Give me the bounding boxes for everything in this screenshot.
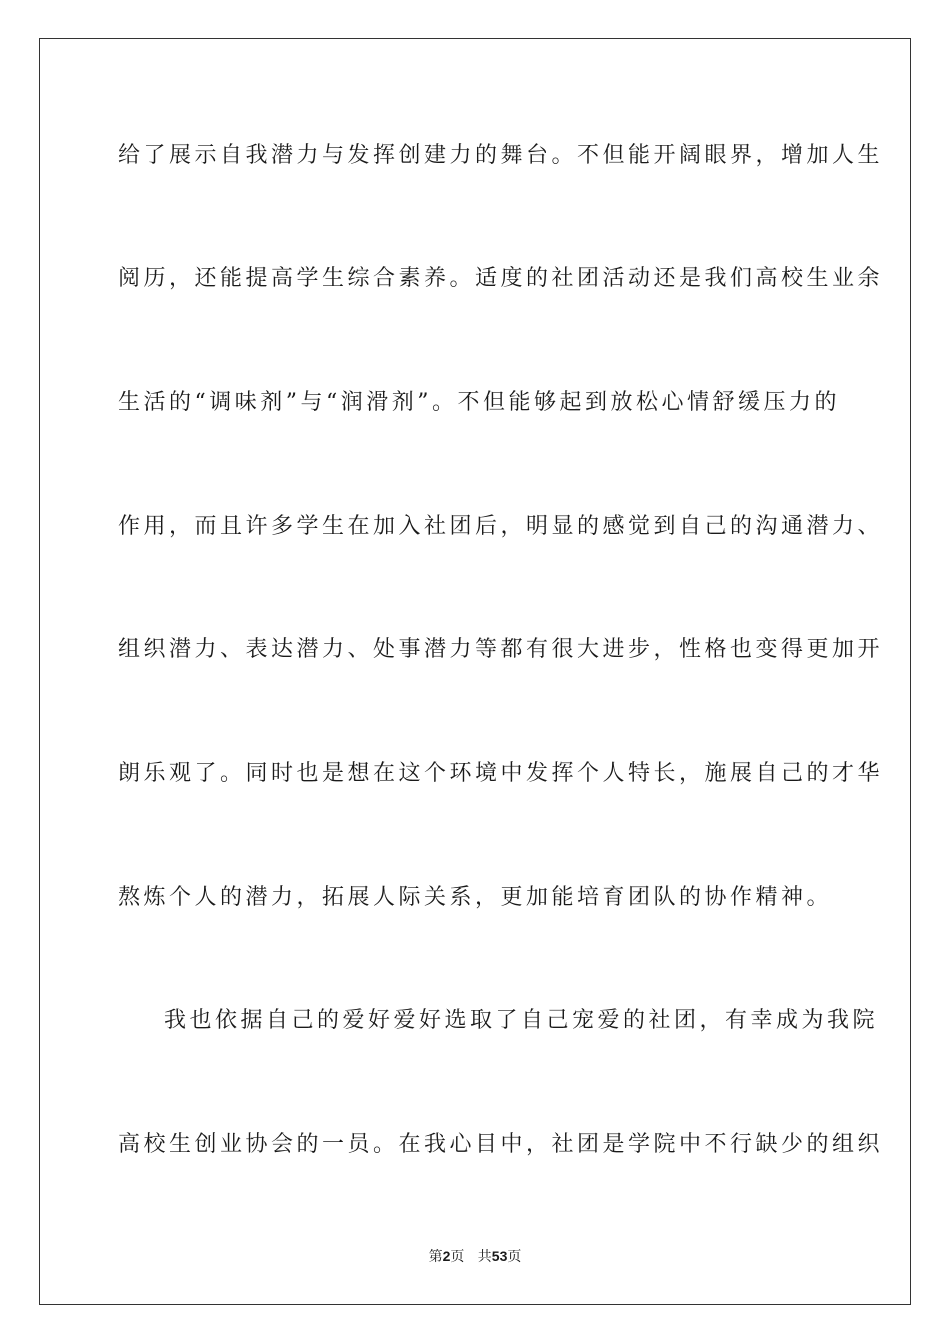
text-line-2: 阅历，还能提高学生综合素养。适度的社团活动还是我们高校生业余: [118, 266, 884, 291]
total-pages: 53: [491, 1248, 508, 1264]
text-line-4: 作用，而且许多学生在加入社团后，明显的感觉到自己的沟通潜力、: [118, 514, 884, 539]
page-suffix: 页: [450, 1249, 465, 1265]
total-suffix: 页: [507, 1249, 522, 1265]
total-prefix: 共: [477, 1249, 492, 1265]
page-number: 2: [442, 1248, 451, 1264]
text-line-6: 朗乐观了。同时也是想在这个环境中发挥个人特长，施展自己的才华: [118, 761, 884, 786]
text-line-9: 高校生创业协会的一员。在我心目中，社团是学院中不行缺少的组织: [118, 1132, 884, 1157]
text-line-3: 生活的“调味剂”与“润滑剂”。不但能够起到放松心情舒缓压力的: [118, 390, 840, 415]
text-line-7: 熬炼个人的潜力，拓展人际关系，更加能培育团队的协作精神。: [118, 885, 833, 910]
text-line-1: 给了展示自我潜力与发挥创建力的舞台。不但能开阔眼界，增加人生: [118, 143, 884, 168]
text-line-8: 我也依据自己的爱好爱好选取了自己宠爱的社团，有幸成为我院: [164, 1008, 879, 1033]
page-footer: [40, 1247, 910, 1266]
document-body: [40, 39, 910, 1304]
page-frame: [39, 38, 911, 1305]
page-prefix: 第: [428, 1249, 443, 1265]
text-line-5: 组织潜力、表达潜力、处事潜力等都有很大进步，性格也变得更加开: [118, 637, 884, 662]
